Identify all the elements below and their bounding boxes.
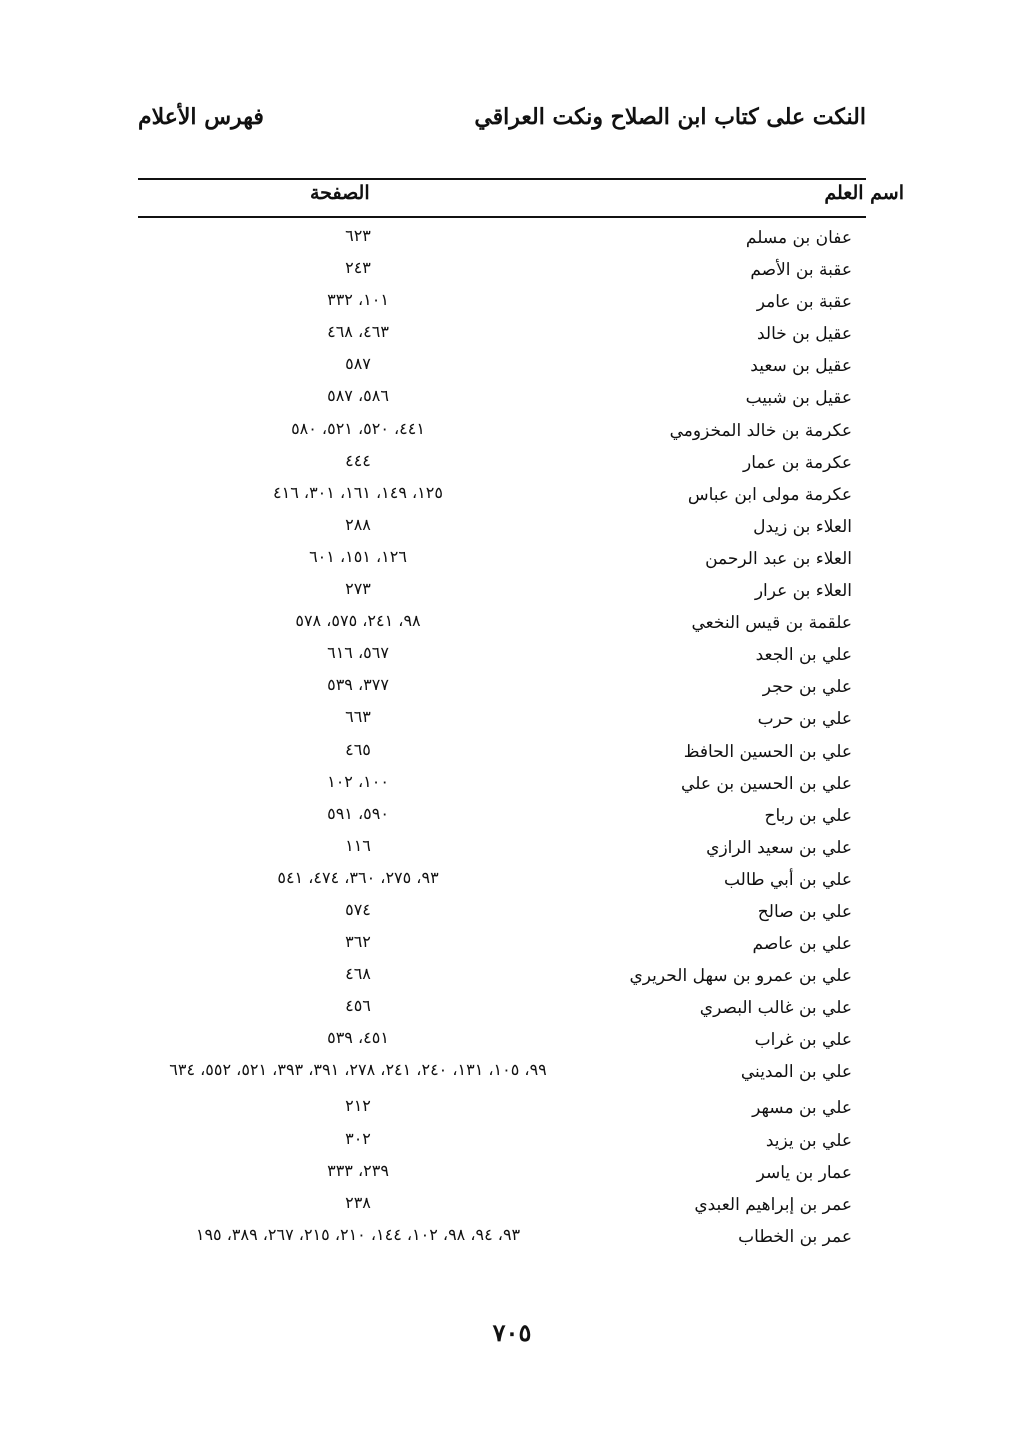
page-references: ٢٤٣: [345, 258, 371, 278]
person-name: عكرمة بن خالد المخزومي: [669, 420, 852, 441]
page-references: ٣٠٢: [345, 1128, 371, 1148]
person-name: علي بن الحسين الحافظ: [683, 741, 852, 762]
page-references: ٤٦٥: [345, 739, 371, 759]
table-row: [138, 994, 866, 1026]
person-name: علي بن يزيد: [765, 1130, 852, 1151]
page-references: ٤٤١، ٥٢٠، ٥٢١، ٥٨٠: [291, 418, 425, 438]
table-row: [138, 1094, 866, 1126]
person-name: علي بن حجر: [762, 677, 852, 698]
page-references: ٢٨٨: [345, 514, 371, 534]
person-name: العلاء بن زيدل: [753, 516, 852, 537]
table-row: [138, 673, 866, 705]
table-row: [138, 866, 866, 898]
table-row: [138, 770, 866, 802]
column-header-pages: الصفحة: [310, 182, 370, 204]
person-name: عكرمة بن عمار: [743, 452, 852, 473]
table-row: [138, 513, 866, 545]
section-title: فهرس الأعلام: [138, 104, 264, 130]
person-name: عمر بن إبراهيم العبدي: [694, 1194, 852, 1215]
page-references: ٩٨، ٢٤١، ٥٧٥، ٥٧٨: [295, 611, 421, 631]
table-row: [138, 1223, 866, 1255]
table-row: [138, 1191, 866, 1223]
table-row: [138, 449, 866, 481]
person-name: عقبة بن عامر: [756, 292, 852, 313]
person-name: علي بن مسهر: [752, 1098, 852, 1119]
table-row: [138, 1026, 866, 1058]
table-row: [138, 641, 866, 673]
person-name: علي بن حرب: [757, 709, 852, 730]
table-row: [138, 1159, 866, 1191]
person-name: علي بن غراب: [754, 1030, 852, 1051]
page-references: ٩٩، ١٠٥، ١٣١، ٢٤٠، ٢٤١، ٢٧٨، ٣٩١، ٣٩٣، ٥٢١، ٥٥٢، ٦٣٤: [169, 1060, 547, 1080]
person-name: عقيل بن خالد: [756, 324, 852, 345]
page-references: ١١٦: [345, 835, 371, 855]
page-references: ٥٨٧: [345, 354, 371, 374]
person-name: علي بن سعيد الرازي: [706, 837, 852, 858]
person-name: العلاء بن عبد الرحمن: [705, 548, 852, 569]
person-name: عمار بن ياسر: [756, 1162, 852, 1183]
page-references: ٤٥٦: [345, 996, 371, 1016]
person-name: علقمة بن قيس النخعي: [691, 613, 852, 634]
person-name: علي بن الحسين بن علي: [681, 773, 852, 794]
person-name: علي بن أبي طالب: [723, 869, 852, 890]
person-name: علي بن صالح: [757, 901, 852, 922]
book-title: النكت على كتاب ابن الصلاح ونكت العراقي: [474, 104, 866, 130]
page-references: ٥٦٧، ٦١٦: [327, 643, 389, 663]
person-name: عقيل بن شبيب: [745, 388, 852, 409]
page-number: ٧٠٥: [492, 1318, 532, 1347]
table-row: [138, 962, 866, 994]
table-row: [138, 320, 866, 352]
table-row: [138, 802, 866, 834]
page-references: ١٠٠، ١٠٢: [327, 771, 389, 791]
table-header-rule: [138, 216, 866, 218]
table-row: [138, 738, 866, 770]
page-references: ٥٩٠، ٥٩١: [327, 803, 389, 823]
page-references: ٢٧٣: [345, 579, 371, 599]
page-references: ٢١٢: [345, 1096, 371, 1116]
table-row: [138, 384, 866, 416]
page-references: ٤٤٤: [345, 450, 371, 470]
page-references: ٩٣، ٩٤، ٩٨، ١٠٢، ١٤٤، ٢١٠، ٢١٥، ٢٦٧، ٣٨٩، ١٩٥: [195, 1224, 521, 1244]
person-name: عكرمة مولى ابن عباس: [687, 484, 852, 505]
table-row: [138, 834, 866, 866]
page-references: ٤٥١، ٥٣٩: [327, 1028, 389, 1048]
person-name: علي بن الجعد: [755, 645, 852, 666]
person-name: علي بن غالب البصري: [699, 998, 852, 1019]
table-row: [138, 1058, 866, 1094]
person-name: علي بن عاصم: [752, 934, 852, 955]
table-row: [138, 481, 866, 513]
table-row: [138, 545, 866, 577]
person-name: عفان بن مسلم: [745, 228, 852, 248]
page-references: ١٢٦، ١٥١، ٦٠١: [309, 546, 407, 566]
page-references: ٢٣٨: [345, 1192, 371, 1212]
page-references: ٦٦٣: [345, 707, 371, 727]
table-row: [138, 705, 866, 737]
page-references: ١٢٥، ١٤٩، ١٦١، ٣٠١، ٤١٦: [273, 482, 443, 502]
table-row: [138, 1127, 866, 1159]
page-references: ٢٣٩، ٣٣٣: [327, 1160, 389, 1180]
page-references: ٦٢٣: [345, 226, 371, 245]
table-row: [138, 930, 866, 962]
table-row: [138, 352, 866, 384]
page-references: ٥٧٤: [345, 899, 371, 919]
page-references: ٤٦٣، ٤٦٨: [327, 322, 389, 342]
table-row: [138, 577, 866, 609]
running-header: [138, 104, 866, 144]
column-header-name: اسم العلم: [824, 182, 904, 204]
page-references: ٩٣، ٢٧٥، ٣٦٠، ٤٧٤، ٥٤١: [277, 867, 439, 887]
person-name: عقبة بن الأصم: [750, 260, 852, 281]
table-row: [138, 417, 866, 449]
page-references: ٣٦٢: [345, 932, 371, 952]
person-name: علي بن المديني: [740, 1062, 852, 1083]
table-row: [138, 256, 866, 288]
table-row: [138, 898, 866, 930]
page-references: ٣٧٧، ٥٣٩: [327, 675, 389, 695]
person-name: عمر بن الخطاب: [738, 1226, 852, 1247]
page-references: ١٠١، ٣٣٢: [327, 290, 389, 310]
table-row: [138, 288, 866, 320]
page-references: ٤٦٨: [345, 964, 371, 984]
person-name: عقيل بن سعيد: [750, 356, 852, 377]
table-top-rule: [138, 178, 866, 180]
page-references: ٥٨٦، ٥٨٧: [327, 386, 389, 406]
person-name: علي بن رباح: [764, 805, 852, 826]
table-row: [138, 224, 866, 256]
person-name: علي بن عمرو بن سهل الحريري: [629, 966, 852, 987]
index-table: [138, 224, 866, 1255]
table-row: [138, 609, 866, 641]
person-name: العلاء بن عرار: [754, 581, 852, 602]
